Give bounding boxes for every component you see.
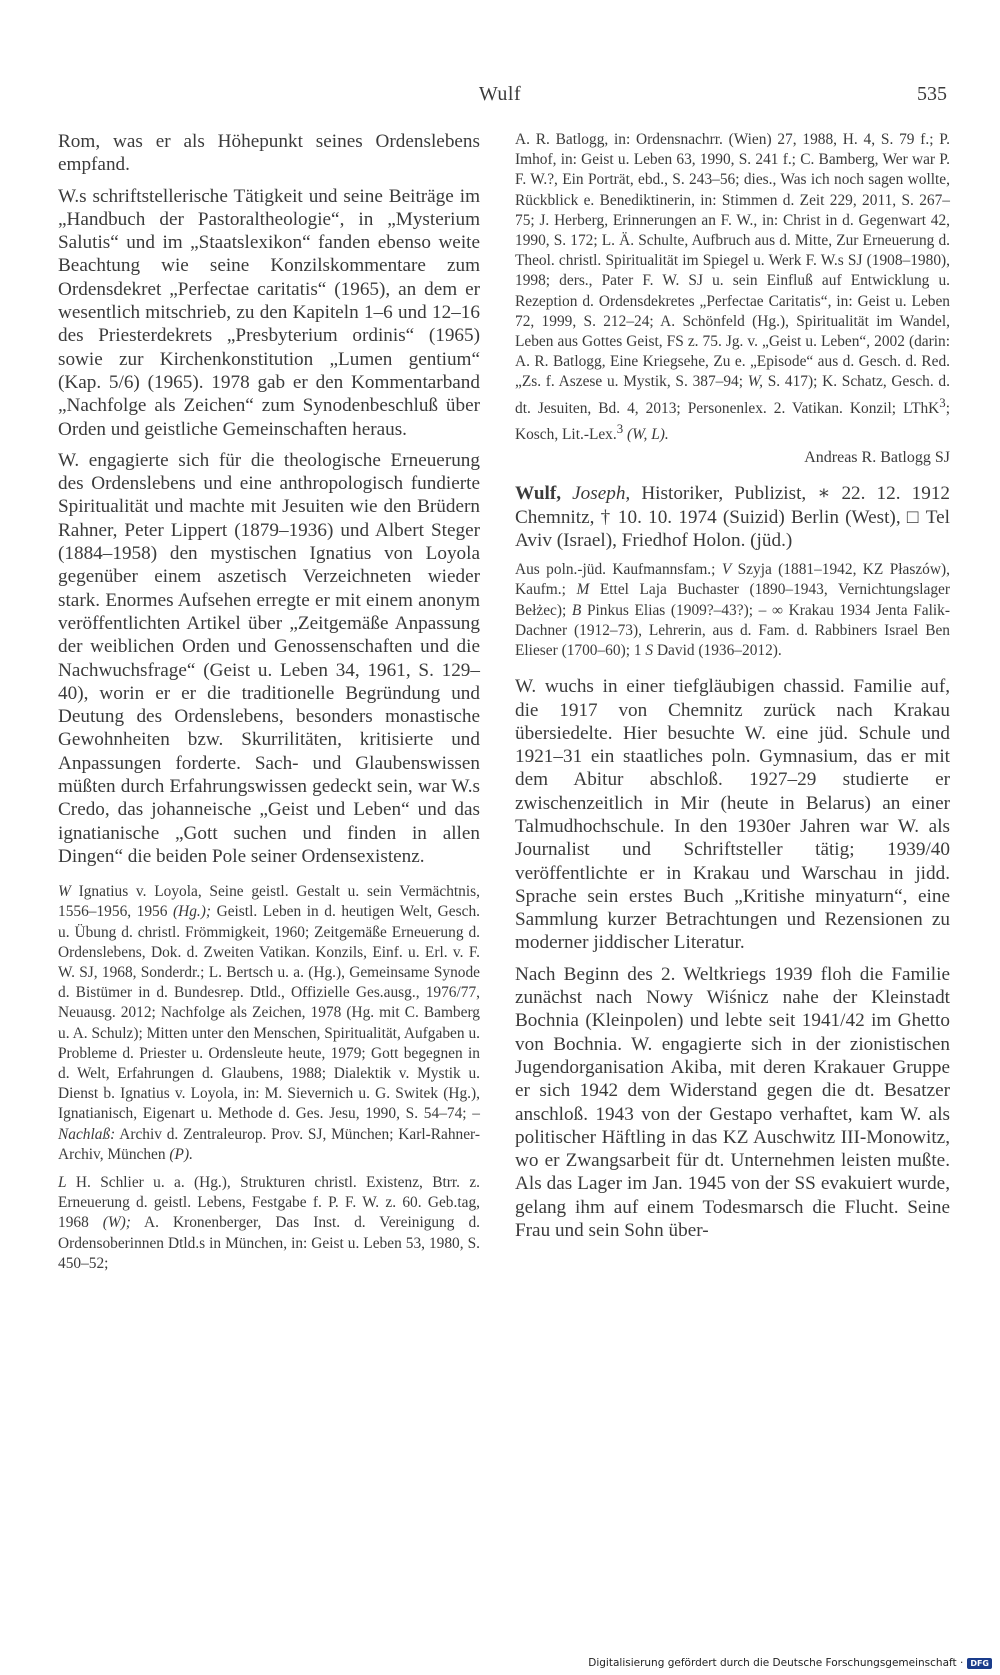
edition-superscript-2: 3	[616, 421, 624, 436]
works-nachlass-label: Nachlaß:	[58, 1125, 116, 1143]
genealogy-e: Krakau 1934 Jenta Falik-Dachner (1912–73), Lehrerin, aus d. Fam. d. Rabbiners Israel Ben Elieser (1700–60); 1	[515, 601, 950, 659]
left-column	[58, 130, 480, 1274]
mother-siglum: M	[576, 581, 590, 599]
literature-cont-a: A. R. Batlogg, in: Ordensnachrr. (Wien) 27, 1988, H. 4, S. 79 f.; P. Imhof, in: Geist u. Leben 63, 1990, S. 241 f.; C. Bamberg, Wer war P. F. W.?, Ein Porträt, ebd., S. 243–56; dies., Was ich noch sagen wollte, Rückblick e. Benediktinerin, in: Stimmen d. Zeit 229, 2011, S. 267–75; J. Herberg, Erinnerungen an F. W., in: Christ in d. Gegenwart 42, 1990, S. 172; L. Ä. Schulte, Aufbruch aus d. Mitte, Zur Erneuerung d. Theol. christl. Spiritualität im Spiegel u. Werk F. W.s SJ (1908–1980), 1998; ders., Pater F. W. SJ u. sein Einfluß auf Entwicklung u. Rezeption d. Ordensdekretes „Perfectae Caritatis“, in: Geist u. Leben 72, 1999, S. 212–24; A. Schönfeld (Hg.), Spiritualität im Wandel, Leben aus Gottes Geist, FS z. 75. Jg. v. „Geist u. Leben“, 2002 (darin: A. R. Batlogg, Eine Kriegsehe, Zu e. „Episode“ aus d. Gesch. d. Red. „Zs. f. Aszese u. Mystik, S. 387–94;	[515, 131, 950, 391]
father-siglum: V	[721, 561, 732, 579]
genealogy-b: Szyja (1881–1942, KZ Płaszów), Kaufm.;	[515, 561, 950, 599]
genealogy-a: Aus poln.-jüd. Kaufmannsfam.;	[515, 561, 716, 579]
paragraph-1: Rom, was er als Höhepunkt seines Ordenslebens empfand.	[58, 131, 480, 176]
works-hg: (Hg.);	[172, 903, 212, 921]
literature-list	[58, 1173, 480, 1274]
literature-text-a: H. Schlier u. a. (Hg.), Strukturen christl. Existenz, Btrr. z. Erneuerung d. geistl. Lebens, Festgabe f. P. F. W. z. 60. Geb.tag, 1968	[58, 1174, 481, 1232]
edition-superscript-1: 3	[939, 395, 946, 410]
biography-paragraph-1: W. wuchs in einer tiefgläubigen chassid. Familie auf, die 1917 von Chemnitz zurück nach Krakau übersiedelte. Hier besuchte W. eine jüd. Schule und 1921–31 ein staatliches poln. Gymnasium, das er mit dem Abitur abschloß. 1927–29 studierte er zwischenzeitlich in Mir (heute in Belarus) an einer Talmudhochschule. In den 1930er Jahren war W. als Journalist und Schriftsteller tätig; 1939/40 veröffentlichte er in Krakau und Warschau in jidd. Sprache sein erstes Buch „Kritishe minyaturn“, eine Sammlung kurzer Betrachtungen und Rezensionen zu moderner jiddischer Literatur.	[515, 676, 950, 954]
works-siglum: W	[58, 883, 71, 901]
son-siglum: S	[645, 642, 654, 659]
literature-cont-wl: (W, L).	[627, 426, 669, 444]
literature-cont-w: W,	[747, 373, 764, 391]
literature-cont-c: ; Kosch, Lit.-Lex.	[515, 399, 950, 444]
genealogy-c: Ettel Laja Buchaster (1890–1943, Vernichtungslager Bełżec);	[515, 581, 950, 619]
works-list	[58, 882, 480, 1165]
works-text-b: Geistl. Leben in d. heutigen Welt, Gesch. u. Übung d. christl. Frömmigkeit, 1960; Zeitgemäße Erneuerung d. Ordenslebens, Dok. d. Zweiten Vatikan. Konzils, Einf. u. Erl. v. F. W. SJ, 1968, Sonderdr.; L. Bertsch u. a. (Hg.), Gemeinsame Synode d. Bistümer in d. Bundesrep. Dtld., Offizielle Ges.ausg., 1976/77, Neuausg. 2012; Nachfolge als Zeichen, 1978 (Hg. mit C. Bamberg u. A. Schulz); Mitten unter den Menschen, Spiritualität, Aufgaben u. Probleme d. Priester u. Ordensleute heute, 1979; Gott begegnen in d. Welt, Erfahrungen d. Glaubens, 1988; Dialektik v. Mystik u. Dienst b. Ignatius v. Loyola, in: M. Sievernich u. G. Switek (Hg.), Ignatianisch, Eigenart u. Methode d. Ges. Jesu, 1990, S. 54–74; –	[58, 903, 480, 1123]
digitization-footer	[588, 1657, 992, 1669]
entry-heading	[515, 482, 950, 552]
entry-heading-b: Tel Aviv (Israel), Friedhof Holon. (jüd.)	[515, 506, 951, 551]
works-text-a: Ignatius v. Loyola, Seine geistl. Gestalt u. sein Vermächtnis, 1556–1956, 1956	[58, 883, 480, 921]
entry-given-name: Joseph,	[572, 483, 631, 505]
literature-siglum: L	[58, 1174, 67, 1192]
marriage-symbol-icon: ∞	[771, 601, 783, 619]
genealogy-f: David (1936–2012).	[656, 642, 782, 659]
footer-text: Digitalisierung gefördert durch die Deutsche Forschungsgemeinschaft ·	[588, 1657, 964, 1669]
right-column	[515, 130, 950, 1242]
literature-cont-b: S. 417); K. Schatz, Gesch. d. dt. Jesuiten, Bd. 4, 2013; Personenlex. 2. Vatikan. Konzil; LThK	[515, 373, 950, 417]
genealogy	[515, 560, 950, 661]
entry-surname: Wulf,	[515, 483, 562, 505]
grave-symbol-icon: □	[906, 506, 920, 528]
biography-paragraph-2: Nach Beginn des 2. Weltkriegs 1939 floh die Familie zunächst nach Nowy Wiśnicz nahe der Kleinstadt Bochnia (Kleinpolen) und lebte seit 1941/42 im Ghetto von Bochnia. W. engagierte sich in der zionistischen Jugendorganisation Akiba, mit deren Krakauer Gruppe er sich 1942 dem Widerstand gegen die dt. Besatzer anschloß. 1943 von der Gestapo verhaftet, kam W. als politischer Häftling in das KZ Auschwitz III-Monowitz, wo er Zwangsarbeit für dt. Unternehmen leisten mußte. Als das Lager im Jan. 1945 von der SS evakuiert wurde, gelang ihm auf einem Todesmarsch die Flucht. Seine Frau und sein Sohn über-	[515, 963, 950, 1242]
entry-heading-a: Historiker, Publizist, ∗ 22. 12. 1912 Chemnitz, † 10. 10. 1974 (Suizid) Berlin (West),	[515, 483, 951, 528]
paragraph-3: W. engagierte sich für die theologische Erneuerung des Ordenslebens und eine anthropologisch fundierte Spiritualität und machte mit Jesuiten wie den Brüdern Rahner, Peter Lippert (1879–1936) und Albert Steger (1884–1958) den mystischen Ignatius von Loyola gegenüber einem aszetisch Verzeichneten wieder stark. Enormes Aufsehen erregte er mit einem anonym veröffentlichten Artikel über „Zeitgemäße Anpassung der weiblichen Orden und Genossenschaften und die Nachwuchsfrage“ (Geist u. Leben 34, 1961, S. 129–40), worin er er die traditionelle Begründung und Deutung des Ordenslebens, besonders monastische Gewohnheiten bzw. Skurrilitäten, kritisierte und Anpassungen forderte. Sach- und Glaubenswissen müßten durch Erfahrungswissen gedeckt sein, war W.s Credo, das johanneische „Geist und Leben“ und das ignatianische „Gott suchen und finden in allen Dingen“ die beiden Pole seiner Ordensexistenz.	[58, 449, 480, 867]
works-text-c: Archiv d. Zentraleurop. Prov. SJ, München; Karl-Rahner-Archiv, München	[58, 1125, 480, 1163]
page-number: 535	[917, 83, 947, 105]
dfg-logo-icon: DFG	[967, 1658, 992, 1669]
paragraph-2: W.s schriftstellerische Tätigkeit und seine Beiträge im „Handbuch der Pastoraltheologie“, in „Mysterium Salutis“ und im „Staatslexikon“ fanden ebenso weite Beachtung wie seine Konzilskommentare zum Ordensdekret „Perfectae caritatis“ (1965), an dem er wesentlich mitschrieb, zu den Kapiteln 1–6 und 12–16 des Priesterdekrets „Presbyterium ordinis“ (1965) sowie zur Kirchenkonstitution „Lumen gentium“ (Kap. 5/6) (1965). 1978 gab er den Kommentarband „Nachfolge als Zeichen“ zum Synodenbeschluß über Orden und geistliche Gemeinschaften heraus.	[58, 185, 480, 440]
literature-text-b: A. Kronenberger, Das Inst. d. Vereinigung d. Ordensoberinnen Dtld.s in München, in: Geist u. Leben 53, 1980, S. 450–52;	[58, 1214, 480, 1272]
literature-w: (W);	[102, 1214, 131, 1232]
brother-siglum: B	[571, 601, 582, 619]
author-signature: Andreas R. Batlogg SJ	[804, 449, 950, 467]
running-header-title: Wulf	[478, 83, 522, 105]
genealogy-d: Pinkus Elias (1909?–43?); –	[586, 601, 767, 619]
literature-continued	[515, 130, 950, 445]
works-p: (P).	[169, 1145, 193, 1163]
